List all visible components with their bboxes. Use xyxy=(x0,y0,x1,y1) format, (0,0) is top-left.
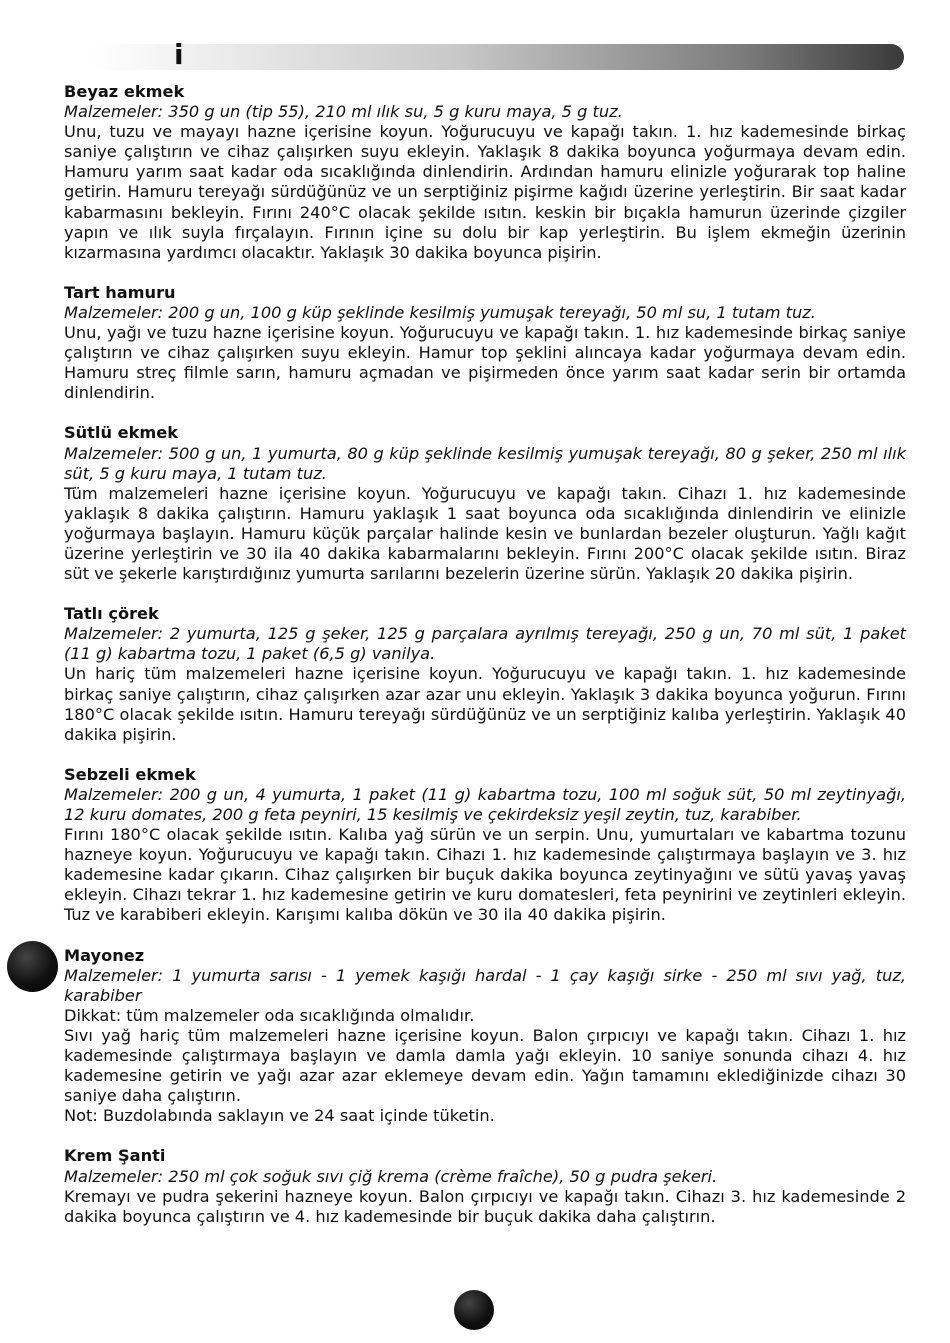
side-marker-dot xyxy=(7,941,58,992)
recipe-instructions: Tüm malzemeleri hazne içerisine koyun. Yoğurucuyu ve kapağı takın. Cihazı 1. hız kademesinde yaklaşık 8 dakika çalıştırın. Hamuru yaklaşık 1 saat boyunca oda sıcaklığında dinlendirin ve elinizle yoğurmaya başlayın. Hamuru küçük parçalar halinde kesin ve bunlardan bezeler oluşturun. Yağlı kağıt üzerine yerleştirin ve 30 ila 40 dakika kabarmalarını bekleyin. Fırını 200°C olacak şekilde ısıtın. Biraz süt ve şekerle karıştırdığınız yumurta sarılarını bezelerin üzerine sürün. Yaklaşık 20 dakika pişirin. xyxy=(64,483,906,584)
recipe-instructions: Sıvı yağ hariç tüm malzemeleri hazne içerisine koyun. Balon çırpıcıyı ve kapağı takın. Cihazı 1. hız kademesinde çalıştırmaya başlayın ve damla damla yağı ekleyin. 10 saniye sonunda cihazı 4. hız kademesine getirin ve yağı azar azar eklemeye devam edin. Yağın tamamını eklediğinizde cihazı 30 saniye daha çalıştırın. xyxy=(64,1025,906,1106)
recipe-storage-note: Not: Buzdolabında saklayın ve 24 saat içinde tüketin. xyxy=(64,1106,495,1126)
recipe-ingredients: Malzemeler: 1 yumurta sarısı - 1 yemek kaşığı hardal - 1 çay kaşığı sirke - 250 ml sıvı yağ, tuz, karabiber xyxy=(64,965,906,1005)
recipe-ingredients: Malzemeler: 500 g un, 1 yumurta, 80 g küp şeklinde kesilmiş yumuşak tereyağı, 80 g şeker, 250 ml ılık süt, 5 g kuru maya, 1 tutam tuz. xyxy=(64,443,906,483)
recipe-content xyxy=(64,82,906,1247)
recipe-tart-hamuru xyxy=(64,283,906,404)
recipe-title: Beyaz ekmek xyxy=(64,82,185,101)
recipe-title: Sebzeli ekmek xyxy=(64,764,196,784)
recipe-mayonez xyxy=(64,946,906,1127)
recipe-warning-note: Dikkat: tüm malzemeler oda sıcaklığında olmalıdır. xyxy=(64,1005,475,1025)
recipe-title: Tart hamuru xyxy=(64,282,176,302)
recipe-title: Krem Şanti xyxy=(64,1146,166,1166)
recipe-krem-santi xyxy=(64,1146,906,1226)
recipe-title: Tatlı çörek xyxy=(64,604,159,624)
header-gradient-bar xyxy=(92,44,904,70)
page-marker-dot xyxy=(454,1290,494,1330)
recipe-ingredients: Malzemeler: 200 g un, 4 yumurta, 1 paket (11 g) kabartma tozu, 100 ml soğuk süt, 50 ml zeytinyağı, 12 kuru domates, 200 g feta peyniri, 15 kesilmiş ve çekirdeksiz yeşil zeytin, tuz, karabiber. xyxy=(64,784,906,824)
recipe-instructions: Kremayı ve pudra şekerini hazneye koyun. Balon çırpıcıyı ve kapağı takın. Cihazı 3. hız kademesinde 2 dakika boyunca çalıştırın ve 4. hız kademesinde bir buçuk dakika daha çalıştırın. xyxy=(64,1186,906,1226)
recipe-instructions: Fırını 180°C olacak şekilde ısıtın. Kalıba yağ sürün ve un serpin. Unu, yumurtaları ve kabartma tozunu hazneye koyun. Yoğurucuyu ve kapağı takın. Cihazı 1. hız kademesinde çalıştırmaya başlayın ve 3. hız kademesine kadar çıkarın. Cihaz çalışırken bir buçuk dakika boyunca zeytinyağını ve sütü yavaş yavaş ekleyin. Cihazı tekrar 1. hız kademesine getirin ve kuru domatesleri, feta peynirini ve zeytinleri ekleyin. Tuz ve karabiberi ekleyin. Karışımı kalıba dökün ve 30 ila 40 dakika pişirin. xyxy=(64,825,906,925)
recipe-title: Mayonez xyxy=(64,945,145,965)
recipe-tatli-corek xyxy=(64,604,906,745)
recipe-ingredients: Malzemeler: 350 g un (tip 55), 210 ml ılık su, 5 g kuru maya, 5 g tuz. xyxy=(64,102,623,122)
recipe-ingredients: Malzemeler: 2 yumurta, 125 g şeker, 125 g parçalara ayrılmış tereyağı, 250 g un, 70 ml süt, 1 paket (11 g) kabartma tozu, 1 paket (6,5 g) vanilya. xyxy=(64,624,906,664)
recipe-beyaz-ekmek xyxy=(64,82,906,263)
recipe-sebzeli-ekmek xyxy=(64,765,906,926)
recipe-instructions: Unu, tuzu ve mayayı hazne içerisine koyun. Yoğurucuyu ve kapağı takın. 1. hız kademesinde birkaç saniye çalıştırın ve cihaz çalışırken suyu ekleyin. Yaklaşık 8 dakika boyunca yoğurmaya devam edin. Hamuru yarım saat kadar oda sıcaklığında dinlendirin. Ardından hamuru elinizle yoğurarak top haline getirin. Hamuru tereyağı sürdüğünüz ve un serptiğiniz pişirme kağıdı üzerine yerleştirin. Bir saat kadar kabarmasını bekleyin. Fırını 240°C olacak şekilde ısıtın. keskin bir bıçakla hamurun üzerinde çizgiler yapın ve ılık suyla fırçalayın. Fırının içine su dolu bir kap yerleştirin. Bu işlem ekmeğin üzerinin kızarmasına yardımcı olacaktır. Yaklaşık 30 dakika boyunca pişirin. xyxy=(64,122,906,262)
recipe-ingredients: Malzemeler: 200 g un, 100 g küp şeklinde kesilmiş yumuşak tereyağı, 50 ml su, 1 tutam tuz. xyxy=(64,302,816,322)
language-mark: i xyxy=(174,38,184,71)
recipe-ingredients: Malzemeler: 250 ml çok soğuk sıvı çiğ krema (crème fraîche), 50 g pudra şekeri. xyxy=(64,1166,718,1186)
recipe-title: Sütlü ekmek xyxy=(64,423,178,443)
recipe-instructions: Un hariç tüm malzemeleri hazne içerisine koyun. Yoğurucuyu ve kapağı takın. 1. hız kademesinde birkaç saniye çalıştırın, cihaz çalışırken azar azar unu ekleyin. Yaklaşık 3 dakika boyunca yoğurun. Fırını 180°C olacak şekilde ısıtın. Hamuru tereyağı sürdüğünüz ve un serptiğiniz kalıba yerleştirin. Yaklaşık 40 dakika pişirin. xyxy=(64,664,906,744)
recipe-sutlu-ekmek xyxy=(64,423,906,584)
recipe-instructions: Unu, yağı ve tuzu hazne içerisine koyun. Yoğurucuyu ve kapağı takın. 1. hız kademesinde birkaç saniye çalıştırın ve cihaz çalışırken suyu ekleyin. Hamur top şeklini alıncaya kadar yoğurmaya devam edin. Hamuru streç filmle sarın, hamuru açmadan ve pişirmeden önce yarım saat kadar serin bir ortamda dinlendirin. xyxy=(64,323,906,403)
